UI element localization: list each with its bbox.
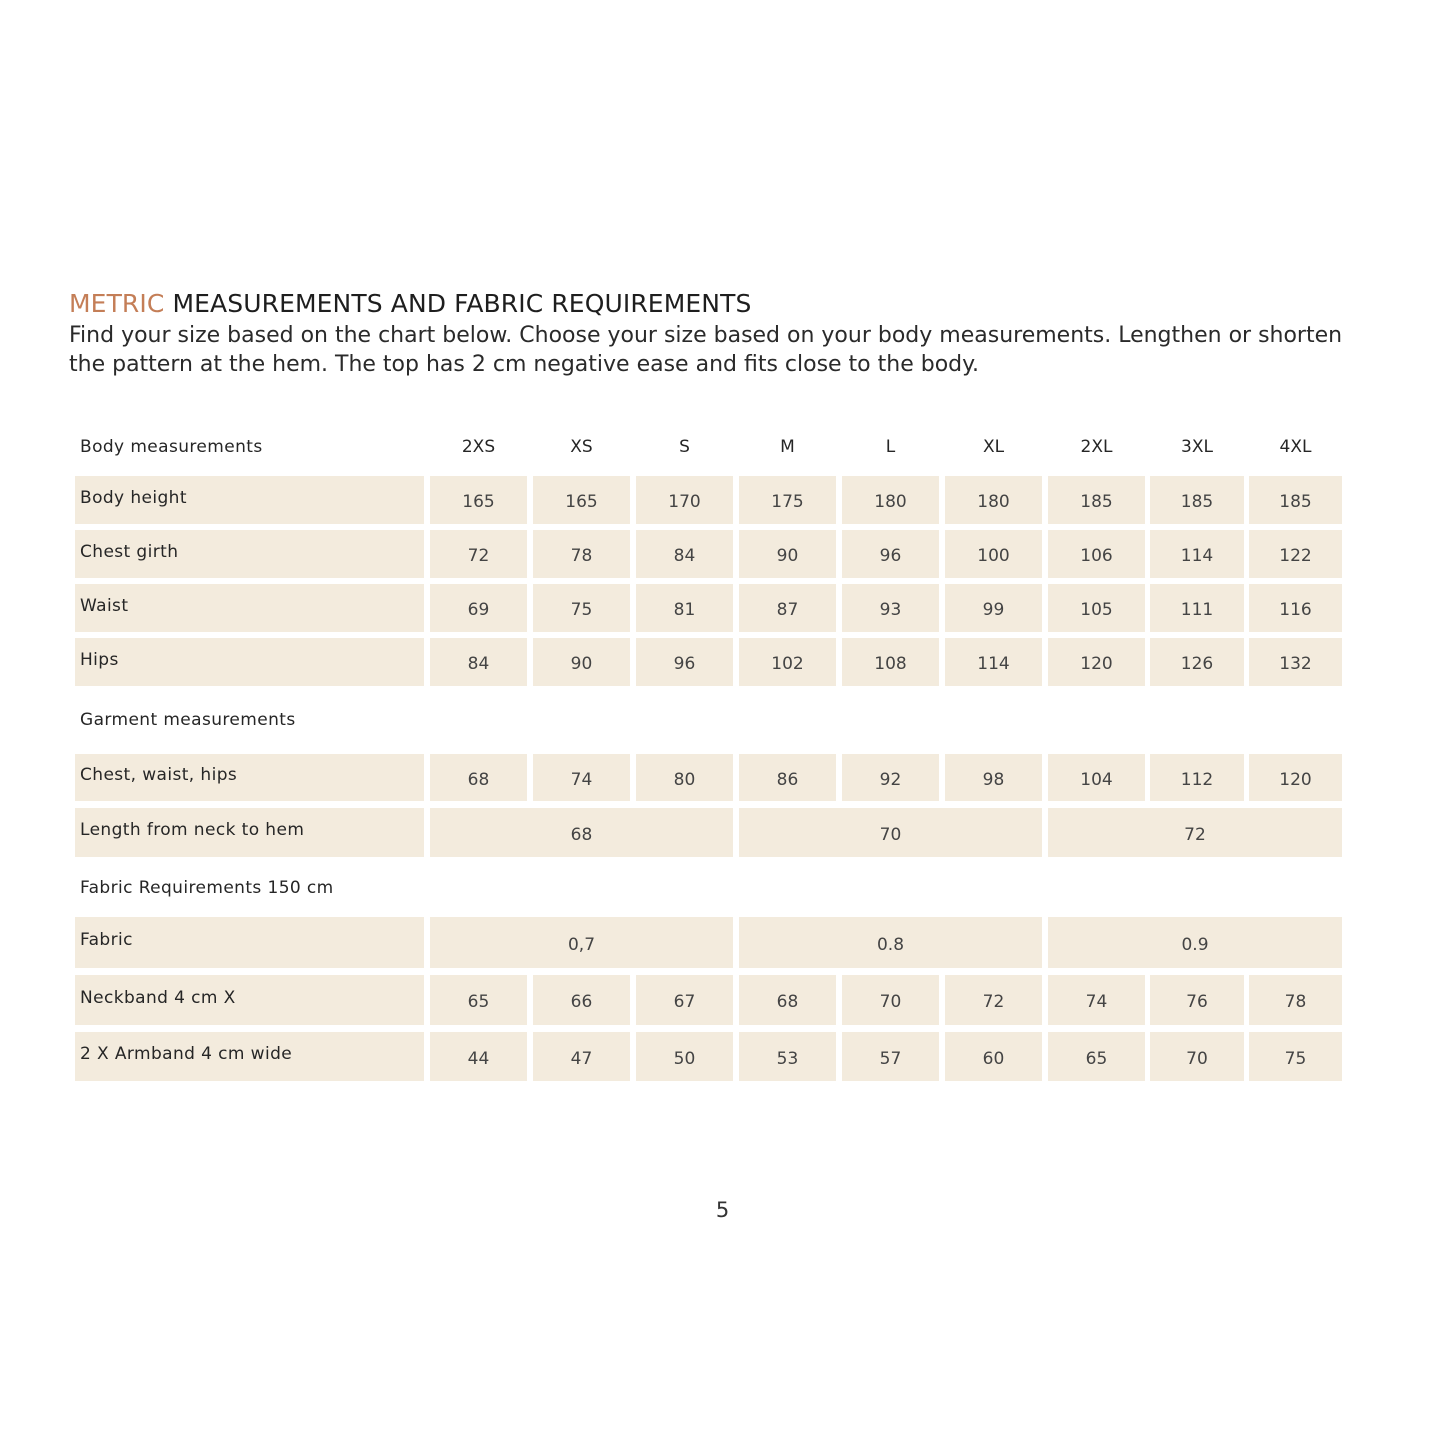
table-cell: 75 bbox=[1249, 1032, 1342, 1081]
row-label: Neckband 4 cm X bbox=[75, 975, 424, 1025]
table-cell: 106 bbox=[1048, 530, 1145, 578]
table-cell: 69 bbox=[430, 584, 527, 632]
heading-accent: METRIC bbox=[69, 289, 165, 318]
grouped-cell: 70 bbox=[739, 808, 1042, 857]
table-cell: 105 bbox=[1048, 584, 1145, 632]
table-cell: 84 bbox=[636, 530, 733, 578]
table-cell: 114 bbox=[945, 638, 1042, 686]
size-header-s: S bbox=[679, 437, 690, 457]
table-cell: 120 bbox=[1249, 754, 1342, 801]
table-cell: 86 bbox=[739, 754, 836, 801]
row-label: Length from neck to hem bbox=[75, 808, 424, 857]
size-header-m: M bbox=[780, 437, 795, 457]
garment-measurements-heading: Garment measurements bbox=[80, 710, 296, 730]
page-heading bbox=[69, 289, 751, 318]
grouped-cell: 0,7 bbox=[430, 917, 733, 968]
table-cell: 67 bbox=[636, 975, 733, 1025]
table-cell: 92 bbox=[842, 754, 939, 801]
table-cell: 96 bbox=[636, 638, 733, 686]
table-cell: 185 bbox=[1150, 476, 1244, 524]
grouped-cell: 0.9 bbox=[1048, 917, 1342, 968]
table-cell: 108 bbox=[842, 638, 939, 686]
table-cell: 114 bbox=[1150, 530, 1244, 578]
table-cell: 53 bbox=[739, 1032, 836, 1081]
grouped-cell: 0.8 bbox=[739, 917, 1042, 968]
row-label: Fabric bbox=[75, 917, 424, 968]
table-cell: 74 bbox=[1048, 975, 1145, 1025]
table-cell: 50 bbox=[636, 1032, 733, 1081]
table-cell: 60 bbox=[945, 1032, 1042, 1081]
grouped-cell: 68 bbox=[430, 808, 733, 857]
size-header-l: L bbox=[885, 437, 896, 457]
table-cell: 165 bbox=[533, 476, 630, 524]
table-cell: 185 bbox=[1249, 476, 1342, 524]
table-cell: 68 bbox=[739, 975, 836, 1025]
size-header-xs: XS bbox=[570, 437, 593, 457]
table-cell: 98 bbox=[945, 754, 1042, 801]
table-cell: 78 bbox=[1249, 975, 1342, 1025]
heading-rest: MEASUREMENTS AND FABRIC REQUIREMENTS bbox=[164, 289, 752, 318]
page-number: 5 bbox=[715, 1198, 730, 1222]
table-cell: 93 bbox=[842, 584, 939, 632]
table-cell: 57 bbox=[842, 1032, 939, 1081]
table-cell: 81 bbox=[636, 584, 733, 632]
table-cell: 132 bbox=[1249, 638, 1342, 686]
table-cell: 78 bbox=[533, 530, 630, 578]
table-cell: 170 bbox=[636, 476, 733, 524]
body-measurements-heading: Body measurements bbox=[80, 437, 263, 457]
table-cell: 84 bbox=[430, 638, 527, 686]
table-cell: 180 bbox=[945, 476, 1042, 524]
table-cell: 102 bbox=[739, 638, 836, 686]
table-cell: 100 bbox=[945, 530, 1042, 578]
row-label: Waist bbox=[75, 584, 424, 632]
fabric-requirements-heading: Fabric Requirements 150 cm bbox=[80, 878, 334, 898]
table-cell: 99 bbox=[945, 584, 1042, 632]
table-cell: 80 bbox=[636, 754, 733, 801]
row-label: 2 X Armband 4 cm wide bbox=[75, 1032, 424, 1081]
table-cell: 66 bbox=[533, 975, 630, 1025]
table-cell: 72 bbox=[430, 530, 527, 578]
table-cell: 65 bbox=[1048, 1032, 1145, 1081]
size-header-3xl: 3XL bbox=[1181, 437, 1213, 457]
table-cell: 44 bbox=[430, 1032, 527, 1081]
table-cell: 116 bbox=[1249, 584, 1342, 632]
row-label: Body height bbox=[75, 476, 424, 524]
table-cell: 68 bbox=[430, 754, 527, 801]
table-cell: 47 bbox=[533, 1032, 630, 1081]
table-cell: 70 bbox=[1150, 1032, 1244, 1081]
size-header-4xl: 4XL bbox=[1279, 437, 1312, 457]
table-cell: 185 bbox=[1048, 476, 1145, 524]
table-cell: 126 bbox=[1150, 638, 1244, 686]
row-label: Chest girth bbox=[75, 530, 424, 578]
table-cell: 70 bbox=[842, 975, 939, 1025]
table-cell: 72 bbox=[945, 975, 1042, 1025]
row-label: Hips bbox=[75, 638, 424, 686]
size-header-xl: XL bbox=[982, 437, 1005, 457]
table-cell: 74 bbox=[533, 754, 630, 801]
table-cell: 90 bbox=[739, 530, 836, 578]
intro-text: Find your size based on the chart below. Choose your size based on your body measurements. Lengthen or shorten the pattern at the hem. The top has 2 cm negative ease and fits close to the body. bbox=[69, 323, 1343, 377]
table-cell: 75 bbox=[533, 584, 630, 632]
table-cell: 104 bbox=[1048, 754, 1145, 801]
grouped-cell: 72 bbox=[1048, 808, 1342, 857]
size-header-2xl: 2XL bbox=[1080, 437, 1113, 457]
table-cell: 122 bbox=[1249, 530, 1342, 578]
table-cell: 90 bbox=[533, 638, 630, 686]
table-cell: 120 bbox=[1048, 638, 1145, 686]
table-cell: 87 bbox=[739, 584, 836, 632]
table-cell: 76 bbox=[1150, 975, 1244, 1025]
table-cell: 175 bbox=[739, 476, 836, 524]
table-cell: 112 bbox=[1150, 754, 1244, 801]
row-label: Chest, waist, hips bbox=[75, 754, 424, 801]
size-header-2xs: 2XS bbox=[461, 437, 496, 457]
table-cell: 96 bbox=[842, 530, 939, 578]
table-cell: 65 bbox=[430, 975, 527, 1025]
table-cell: 111 bbox=[1150, 584, 1244, 632]
table-cell: 165 bbox=[430, 476, 527, 524]
table-cell: 180 bbox=[842, 476, 939, 524]
